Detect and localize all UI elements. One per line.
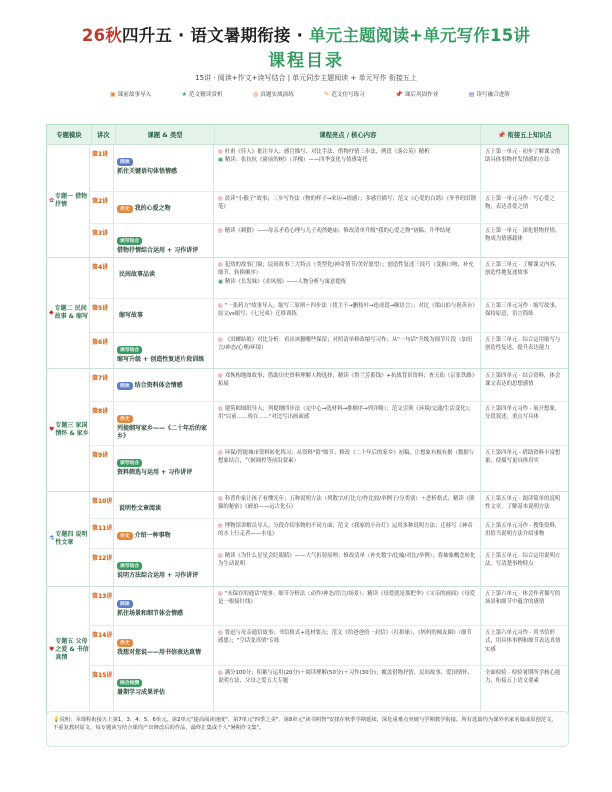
lesson-topic (114, 369, 214, 401)
legend-item (110, 90, 151, 98)
module-title: 专题二 民间故事 & 缩写 (54, 304, 89, 320)
legend (110, 90, 510, 98)
module-label (47, 258, 90, 368)
flask-icon: ⚗ (49, 534, 55, 542)
lesson-highlights (214, 492, 481, 518)
legend-label: 真题实战演练 (260, 92, 294, 98)
module-title: 专题三 家国情怀 & 家乡 (55, 421, 89, 437)
lesson-number: 第7讲 (90, 369, 114, 401)
highlight-text: 环保/智能城市资料转化练习；从资料"值"细节；修改《二十年后的家乡》初稿，让想象有根有据（数据与想象结合，气候调控等前沿要素） (218, 450, 475, 465)
lesson-row (90, 548, 568, 586)
lesson-topic (114, 192, 214, 223)
heart-icon: ♥ (49, 425, 55, 433)
lesson-highlights (214, 369, 481, 401)
lesson-type-badge: 读写结合 (117, 562, 142, 570)
lesson-number: 第2讲 (90, 192, 114, 223)
book-icon: ▣ (218, 278, 225, 285)
highlight-text: "一张药方"故事导入；缩写三原则＋四步法（找主干→删枝叶→连成段→顺语言）；对比《梁山伯与祝英台》原文vs缩写；《七兄弟》迁移训练 (218, 303, 476, 318)
lesson-highlights (214, 446, 481, 491)
module-label (47, 145, 90, 257)
highlight-text: "未保存的通话"故事；细节分析法（动作/神态/语言/场景）；精读《母爱就是那把伞》《父亲的画面》《母爱是一根接针线》 (218, 591, 475, 606)
book-icon: ▣ (218, 157, 225, 164)
lesson-title: 缩写升级 + 创造性复述片段训练 (117, 355, 205, 363)
curriculum-link: 五上第六单元习作 · 用书信形式，用具体事例和细节表达真情实感 (485, 630, 561, 653)
lesson-title: 抓住场景和细节体会情感 (117, 609, 184, 617)
lesson-highlights (214, 626, 481, 665)
lesson-title: 说明方法综合运用 + 习作讲评 (117, 571, 199, 579)
lesson-number: 第9讲 (90, 446, 114, 491)
target-icon: ◎ (218, 591, 223, 597)
target-icon: ◎ (218, 553, 223, 559)
legend-item (395, 90, 438, 98)
legend-label: 课前故事导入 (117, 92, 152, 98)
lesson-number: 第11讲 (90, 519, 114, 548)
highlight-text: 满分100分；积累与运用(20分)＋阅读理解(50分)＋习作(30分)；覆盖借物抒情、民间故事、爱国情怀、说明方法、父母之爱五大专题 (218, 670, 474, 685)
lesson-topic (114, 587, 214, 625)
legend-item (182, 90, 223, 98)
lesson-highlights (214, 549, 481, 586)
bookmark-icon: ▤ (468, 90, 475, 98)
module-title: 专题五 父母之爱 & 书信真情 (55, 637, 89, 662)
lesson-type-badge: 读写结合 (117, 237, 142, 245)
lesson-row (90, 332, 568, 368)
lesson-type-badge: 阅读 (117, 158, 133, 166)
highlight-text: 鲁迅与母亲通信故事；书信格式+选材要点；范文《给爸爸的一封信》（打拼球）、《妈妈的倾友圈》（细节感恩）；"空话变真情"专练 (218, 630, 472, 645)
lesson-title: 抓住关键语句体悟情感 (117, 167, 178, 175)
extra-reading: 精读：张抗抗《窗前的树》（洋槐）——四季变化与情感寄托 (224, 157, 368, 164)
header-module: 专题模块 (47, 125, 92, 144)
header-topic: 课题 & 类型 (116, 125, 216, 144)
lesson-type-badge: 读写结合 (117, 459, 142, 467)
module-title: 专题四 说明性文章 (55, 530, 88, 546)
lesson-title: 民间故事品读 (119, 271, 156, 278)
footnote-text: 说明：本课程衔接五上第1、3、4、5、6单元。第2单元"提高阅读速度"、第7单元"四季之美"、第8单元"读书明智"安排在秋季学期延续，深化重难点突破与学期教学衔接。所有选篇均为课外名家名篇或原创范文，不重复教材原文，每专题读写结合课均产出修改后的作品，最终汇集成个人"暑期作文集"。 (53, 717, 557, 732)
lesson-row (90, 665, 568, 713)
lesson-topic (114, 549, 214, 586)
curriculum-link: 五上第三单元习作 · 缩写故事，保持原意，语言简练 (485, 303, 561, 318)
highlight-text: 建筑师图纸导入；列提纲四步法（定中心→选材料→排顺序→列详略）；范文引领《环境/交通/生活变化》；用"以前……现在……"对比写出画面感 (218, 406, 474, 421)
module-label (47, 492, 90, 586)
target-icon: ◎ (218, 262, 223, 268)
lesson-type-badge: 作文 (117, 639, 133, 647)
lesson-highlights (214, 224, 481, 257)
lesson-row (90, 492, 568, 518)
lesson-number: 第15讲 (90, 666, 114, 713)
lesson-number: 第1讲 (90, 145, 114, 191)
lesson-title: 介绍一种事物 (134, 532, 171, 539)
lesson-title: 缩写故事 (119, 312, 144, 319)
lesson-topic (114, 402, 214, 445)
lesson-number: 第12讲 (90, 549, 114, 586)
flower-icon: ✿ (49, 196, 55, 204)
lesson-row (90, 191, 568, 223)
highlight-text: 杜甫《佳人》批注导入；感官描写、对比手法、借物抒情三步法，例段《落公英》精析 (224, 149, 430, 155)
lesson-row (90, 298, 568, 332)
curriculum-link: 五上第四单元 · 借助资料丰富想象，使描写更具体真实 (485, 450, 561, 465)
lesson-row (90, 223, 568, 257)
page-title: 26秋四升五 · 语文暑期衔接 · 单元主题阅读+单元写作15讲 (81, 26, 531, 45)
lesson-row (90, 518, 568, 548)
highlight-text: 邓恢构地图故事；借助历史资料理解人物选择；精读《鲁兰芳蓄钱》+抗战背景资料；查天佑《京张铁路》拓展 (218, 373, 475, 388)
curriculum-link: 五上第四单元 · 结合资料，体会课文表达的思想感情 (485, 373, 561, 388)
lesson-topic (114, 492, 214, 518)
lesson-highlights (214, 666, 481, 713)
lesson-row (90, 587, 568, 625)
pencil-icon: ✎ (324, 90, 330, 98)
lesson-highlights (214, 299, 481, 332)
legend-label: 课后巩固作业 (404, 92, 439, 98)
curriculum-link: 五上第五单元 · 阅读简单的说明性文章，了解基本说明方法 (485, 496, 561, 511)
course-table (46, 124, 569, 714)
pin-icon: 📌 (395, 90, 403, 98)
bulb-icon: 💡 (53, 717, 60, 723)
highlight-text: 《田螺姑娘》对比分析：看出该删哪些保留；对照清单修改缩写习作；从"一句话"升级为细节片段（加语言/神态/心理/环境） (218, 337, 473, 352)
lesson-row (90, 625, 568, 665)
highlight-text: 晨读"小猴子"故事；三步写作法（物的样子→来历→情感）；多感官描写；范文《心爱的白鸽》《爷爷的旧钢笔》 (218, 196, 476, 211)
lesson-topic (114, 258, 214, 298)
legend-item (253, 90, 294, 98)
target-icon: ◎ (253, 90, 259, 98)
curriculum-link: 五上第一单元 · 深化借物抒情，物成为情感载体 (485, 228, 561, 243)
lesson-number: 第5讲 (90, 299, 114, 332)
header-lesson-no: 讲次 (92, 125, 116, 144)
lesson-number: 第4讲 (90, 258, 114, 298)
lesson-highlights (214, 258, 481, 298)
curriculum-link: 五上第六单元 · 体会作者描写的场景和细节中蕴含的感情 (485, 591, 561, 606)
lesson-row (90, 401, 568, 445)
module-label (47, 369, 90, 491)
lesson-type-badge: 作文 (117, 415, 133, 423)
lesson-row (90, 258, 568, 298)
lesson-title: 暑期学习成果评估 (117, 688, 166, 696)
target-icon: ◎ (218, 450, 223, 456)
curriculum-link: 五上第三单元 · 综合运用缩写与创造性复述，提升表达能力 (485, 337, 561, 352)
lesson-row (90, 145, 568, 191)
curriculum-link: 五上第一单元 · 初步了解课文借助具体事物抒发情感的方法 (485, 149, 561, 164)
module-section (47, 257, 568, 368)
curriculum-link: 五上第一单元习作 · 写心爱之物，表达喜爱之情 (485, 196, 555, 211)
lesson-type-badge: 阅读 (117, 382, 133, 390)
legend-item (469, 90, 510, 98)
legend-label: 读写融合进阶 (476, 92, 510, 98)
target-icon: ◎ (218, 303, 223, 309)
target-icon: ◎ (218, 373, 223, 379)
lesson-topic (114, 145, 214, 191)
legend-item (324, 90, 365, 98)
lesson-topic (114, 446, 214, 491)
lesson-type-badge: 综合检测 (117, 679, 142, 687)
legend-label: 范文仿写练习 (331, 92, 365, 98)
lesson-highlights (214, 333, 481, 368)
highlight-text: 犯幼的故事门窗；民间故事三大特点（类型化/神奇情节/美好愿望）；创造性复述三技巧（变换口吻、补充细节、转换顺序） (218, 262, 474, 277)
lesson-topic (114, 333, 214, 368)
lesson-title: 我想对您说——用书信表达真情 (117, 648, 202, 656)
lesson-title: 资料筛选与运用 + 习作讲评 (117, 468, 193, 476)
footnote (46, 711, 569, 747)
book-icon: ▣ (110, 90, 116, 98)
curriculum-link: 五上第四单元习作 · 展开想象，分段叙述，重点写具体 (485, 406, 561, 421)
highlight-text: 精读《为什么星星会眨眼睛》——大气折射原理；修改清单（补充数字/比喻/对比/举例）；将抽象概念转化为生动说明 (218, 553, 476, 568)
lesson-topic (114, 626, 214, 665)
lesson-highlights (214, 587, 481, 625)
lesson-type-badge: 读写结合 (117, 346, 142, 354)
target-icon: ◎ (218, 149, 223, 155)
lesson-title: 借物抒情综合运用 + 习作讲评 (117, 246, 199, 254)
module-section (47, 491, 568, 586)
lesson-highlights (214, 519, 481, 548)
target-icon: ◎ (218, 523, 223, 529)
lesson-number: 第14讲 (90, 626, 114, 665)
lesson-type-badge: 阅读 (117, 600, 133, 608)
lesson-row (90, 369, 568, 401)
target-icon: ◎ (218, 670, 223, 676)
header-content: 课程亮点 / 核心内容 (215, 125, 481, 144)
lesson-number: 第6讲 (90, 333, 114, 368)
lesson-highlights (214, 192, 481, 223)
lesson-topic (114, 666, 214, 713)
target-icon: ◎ (218, 406, 223, 412)
target-icon: ◎ (218, 196, 223, 202)
table-header (47, 125, 568, 144)
lesson-highlights (214, 145, 481, 191)
heart-icon: ♥ (49, 645, 55, 653)
target-icon: ◎ (218, 228, 223, 234)
lesson-topic (114, 519, 214, 548)
curriculum-link: 五上第五单元习作 · 搜集资料，用恰当说明方法介绍事物 (485, 523, 561, 538)
module-section (47, 586, 568, 713)
module-section (47, 368, 568, 491)
lesson-topic (114, 224, 214, 257)
course-summary: 15讲 · 阅读+作文+读写结合 | 单元同步主题阅读 + 单元写作 衔接五上 (195, 74, 417, 82)
target-icon: ◎ (218, 630, 223, 636)
lesson-number: 第13讲 (90, 587, 114, 625)
legend-label: 范文精读赏析 (189, 92, 223, 98)
highlight-text: 精读《刺猬》——母亲矛盾心理与儿子劝然她庙；修改清单升级"我的心爱之物"初稿；升华结尾 (224, 228, 451, 234)
lesson-type-badge: 作文 (117, 532, 133, 540)
highlight-text: 博物馆讲解员导入；分段介绍事物的不同方面；范文《我家的小台灯》运用多种说明方法；迁移写《神奇的水上行走者——水黾》 (218, 523, 473, 538)
lesson-topic (114, 299, 214, 332)
lesson-title: 列提纲写家乡——《二十年后的家乡》 (117, 424, 208, 440)
lesson-title: 说明性文章阅读 (119, 505, 162, 512)
lesson-number: 第3讲 (90, 224, 114, 257)
lesson-title: 结合资料体会情感 (134, 382, 183, 389)
extra-reading: 精读《长发妹》《金风凰》——人物分析与寓意提炼 (224, 278, 347, 285)
lantern-icon: ◆ (49, 308, 54, 316)
lesson-number: 第10讲 (90, 492, 114, 518)
lesson-row (90, 445, 568, 491)
lesson-number: 第8讲 (90, 402, 114, 445)
header-link: 📌 衔接五上知识点 (497, 132, 552, 139)
page-subtitle: 课程目录 (268, 51, 344, 71)
module-label (47, 587, 90, 713)
lesson-type-badge: 作文 (117, 205, 133, 213)
module-title: 专题一 借物抒情 (55, 192, 88, 208)
highlight-text: 科普作家让孩子看懂光年；五种说明方法（列数字/打比方/作比较/举例子/分类别）＋恶析格式；精读《熊猫的秘密》《琥珀——远古化石》 (218, 496, 475, 511)
target-icon: ◎ (218, 337, 223, 343)
lesson-highlights (214, 402, 481, 445)
curriculum-link: 五上第五单元 · 综合运用说明方法，写清楚事物特点 (485, 553, 561, 568)
curriculum-link: 全面检验 · 检验暑期所学核心能力，衔接五上语文要素 (485, 670, 561, 685)
module-section (47, 144, 568, 257)
curriculum-link: 五上第三单元 · 了解课文内容，创造性地复述故事 (485, 262, 561, 277)
star-icon: ★ (181, 90, 188, 98)
target-icon: ◎ (218, 496, 223, 502)
lesson-title: 我的心爱之物 (134, 205, 171, 212)
